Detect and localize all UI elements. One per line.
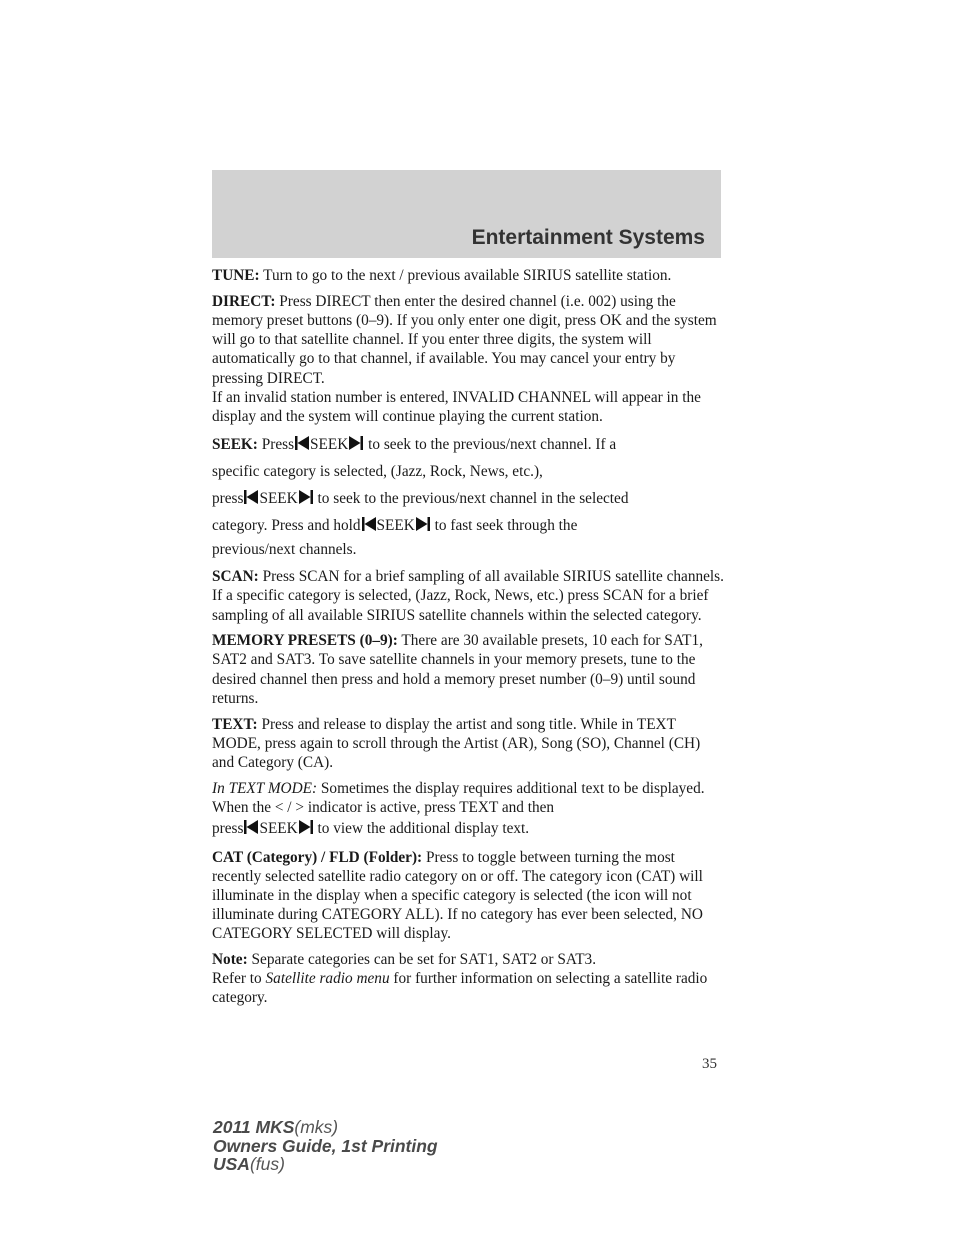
seek-line <box>212 512 724 539</box>
seek-line: specific category is selected, (Jazz, Rock, News, etc.), <box>212 462 543 480</box>
footer-line-model <box>213 1118 438 1137</box>
direct-paragraph <box>212 292 724 388</box>
section-title: Entertainment Systems <box>471 226 705 249</box>
footer-guide: Owners Guide, 1st Printing <box>213 1135 438 1156</box>
direct-label: DIRECT: <box>212 292 276 310</box>
note-paragraph <box>212 950 724 969</box>
seek-text: to seek to the previous/next channel in the selected <box>317 489 629 507</box>
seek-previous-icon <box>295 436 309 450</box>
seek-previous-icon <box>244 490 258 504</box>
page-number: 35 <box>702 1056 717 1072</box>
cat-paragraph <box>212 848 724 944</box>
presets-paragraph <box>212 631 724 708</box>
section-header-band <box>212 170 721 258</box>
footer <box>213 1118 438 1174</box>
seek-button-label: SEEK <box>259 489 298 507</box>
seek-next-icon <box>349 436 363 450</box>
scan-label: SCAN: <box>212 568 259 586</box>
note-text: Separate categories can be set for SAT1, SAT2 or SAT3. <box>251 951 597 969</box>
footer-model-code: (mks) <box>294 1117 339 1137</box>
presets-text: There are 30 available presets, 10 each for SAT1, SAT2 and SAT3. To save satellite channels in your memory presets, tune to the desired channel then press and hold a memory preset number (0–9) until sound returns. <box>212 632 703 707</box>
textmode-label: In TEXT MODE: <box>212 779 318 797</box>
seek-previous-icon <box>362 517 376 531</box>
satellite-radio-menu-reference: Satellite radio menu <box>265 970 390 988</box>
page-content <box>212 266 724 1014</box>
seek-line <box>212 431 724 458</box>
refer-paragraph <box>212 969 724 1007</box>
cat-text: Press to toggle between turning the most recently selected satellite radio category on or off. The category icon (CAT) will illuminate in the display when a specific category is selected (the icon will not illuminate during CATEGORY ALL). If no category has ever been selected, NO CATEGORY SELECTED will display. <box>212 848 703 943</box>
seek-next-icon <box>299 820 313 834</box>
seek-next-icon <box>416 517 430 531</box>
seek-previous-icon <box>244 820 258 834</box>
seek-button-label: SEEK <box>376 516 415 534</box>
scan-text: Press SCAN for a brief sampling of all available SIRIUS satellite channels. If a specific category is selected, (Jazz, Rock, News, etc.) press SCAN for a brief sampling of all available SIRIUS satellite channels within the selected category. <box>212 568 724 624</box>
tune-text: Turn to go to the next / previous available SIRIUS satellite station. <box>263 267 672 284</box>
seek-text: Press <box>261 435 295 453</box>
tune-paragraph <box>212 266 724 285</box>
refer-text: Refer to <box>212 970 262 988</box>
tune-label: TUNE: <box>212 267 260 284</box>
seek-text: press <box>212 820 244 838</box>
seek-button-label: SEEK <box>259 820 298 838</box>
scan-paragraph <box>212 567 724 625</box>
footer-region-code: (fus) <box>249 1154 285 1174</box>
seek-label: SEEK: <box>212 435 258 453</box>
footer-model: 2011 MKS <box>213 1117 295 1137</box>
footer-line-guide <box>213 1137 438 1156</box>
seek-text: to seek to the previous/next channel. If a <box>368 435 617 453</box>
seek-line <box>212 485 724 512</box>
seek-button-label: SEEK <box>310 435 349 453</box>
text-label: TEXT: <box>212 715 258 733</box>
refer-text: for further information on selecting a satellite radio category. <box>212 970 708 1007</box>
cat-label: CAT (Category) / FLD (Folder): <box>212 848 423 866</box>
seek-line: previous/next channels. <box>212 540 357 558</box>
textmode-text: Sometimes the display requires additional text to be displayed. When the < / > indicator is active, press TEXT and then <box>212 779 705 816</box>
seek-text: to view the additional display text. <box>317 820 530 838</box>
text-paragraph <box>212 715 724 773</box>
presets-label: MEMORY PRESETS (0–9): <box>212 632 398 650</box>
text-text: Press and release to display the artist and song title. While in TEXT MODE, press again to scroll through the Artist (AR), Song (SO), Channel (CH) and Category (CA). <box>212 715 701 771</box>
seek-text: to fast seek through the <box>434 516 578 534</box>
seek-paragraph <box>212 431 724 561</box>
seek-text: category. Press and hold <box>212 516 361 534</box>
footer-region: USA <box>213 1154 250 1174</box>
textmode-paragraph <box>212 779 724 841</box>
footer-line-region <box>213 1155 438 1174</box>
note-label: Note: <box>212 951 248 969</box>
seek-text: press <box>212 489 244 507</box>
direct-text: Press DIRECT then enter the desired channel (i.e. 002) using the memory preset buttons (0–9). If you only enter one digit, press OK and the system will go to that satellite channel. If you enter three digits, the system will automatically go to that channel, if available. You may cancel your entry by pressing DIRECT. <box>212 292 717 387</box>
seek-line <box>212 817 724 841</box>
seek-next-icon <box>299 490 313 504</box>
invalid-channel-paragraph: If an invalid station number is entered, INVALID CHANNEL will appear in the display and the system will continue playing the current station. <box>212 388 701 425</box>
